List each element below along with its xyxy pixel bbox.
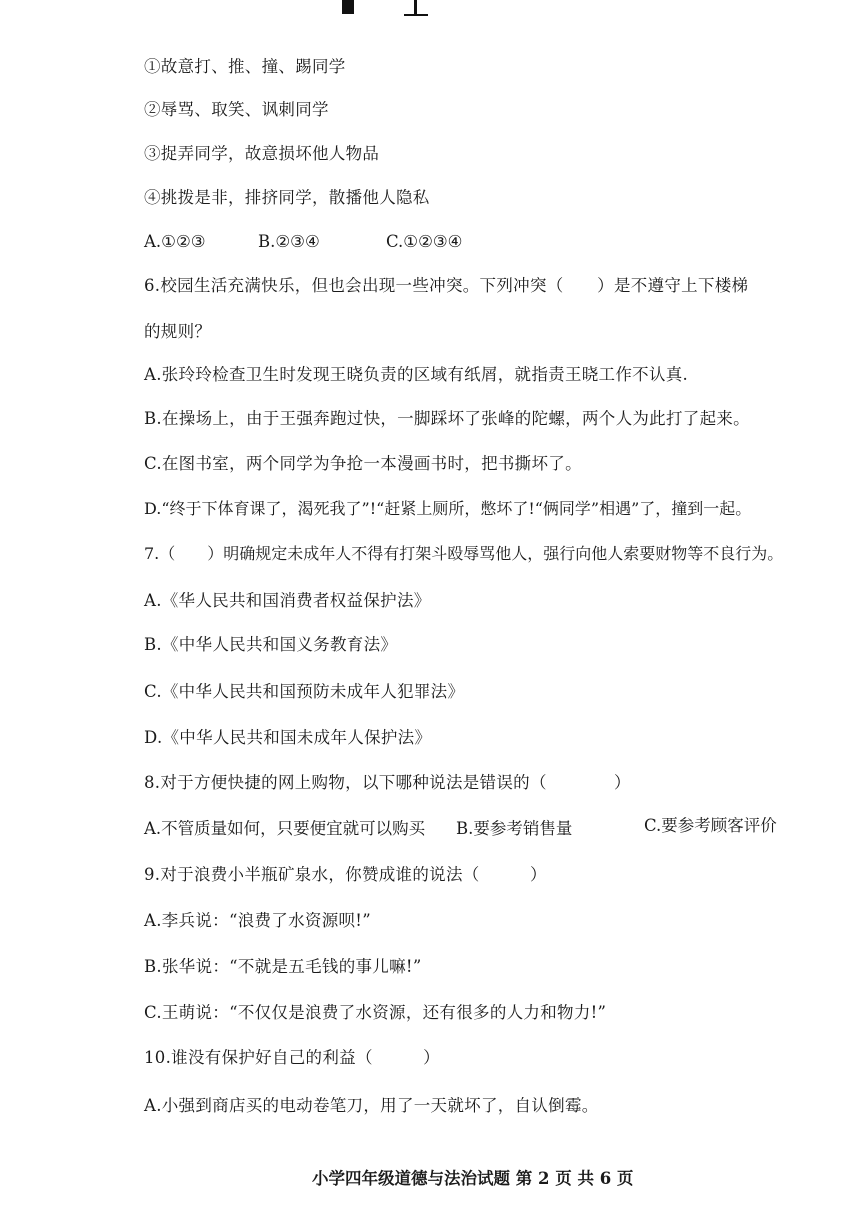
q6-option-b: B.在操场上，由于王强奔跑过快，一脚踩坏了张峰的陀螺，两个人为此打了起来。 xyxy=(144,409,750,428)
q10-option-a: A.小强到商店买的电动卷笔刀，用了一天就坏了，自认倒霉。 xyxy=(144,1096,599,1115)
q6-stem-line2: 的规则？ xyxy=(144,322,212,341)
q5-option-a: A.①②③ xyxy=(144,232,206,251)
q6-option-c: C.在图书室，两个同学为争抢一本漫画书时，把书撕坏了。 xyxy=(144,454,582,473)
q10-stem: 10.谁没有保护好自己的利益（ ） xyxy=(144,1048,440,1067)
q8-stem: 8.对于方便快捷的网上购物，以下哪种说法是错误的（ ） xyxy=(144,773,631,792)
q5-item-1: ①故意打、推、撞、踢同学 xyxy=(144,57,346,76)
q8-option-b: B.要参考销售量 xyxy=(456,819,573,838)
q5-item-3: ③捉弄同学，故意损坏他人物品 xyxy=(144,144,380,163)
q5-item-2: ②辱骂、取笑、讽刺同学 xyxy=(144,100,329,119)
q5-item-4: ④挑拨是非，排挤同学，散播他人隐私 xyxy=(144,188,430,207)
q9-stem: 9.对于浪费小半瓶矿泉水，你赞成谁的说法（ ） xyxy=(144,865,547,884)
binding-mark-bar xyxy=(404,14,428,16)
page-footer: 小学四年级道德与法治试题 第 2 页 共 6 页 xyxy=(312,1169,634,1188)
q9-option-b: B.张华说：“不就是五毛钱的事儿嘛!” xyxy=(144,957,422,976)
q7-option-c: C.《中华人民共和国预防未成年人犯罪法》 xyxy=(144,682,465,701)
q7-option-b: B.《中华人民共和国义务教育法》 xyxy=(144,635,398,654)
q9-option-c: C.王萌说：“不仅仅是浪费了水资源，还有很多的人力和物力!” xyxy=(144,1003,607,1022)
q7-option-d: D.《中华人民共和国未成年人保护法》 xyxy=(144,728,432,747)
q8-option-c: C.要参考顾客评价 xyxy=(644,816,777,835)
q5-option-b: B.②③④ xyxy=(258,232,320,251)
binding-mark-block xyxy=(342,0,354,14)
q5-option-c: C.①②③④ xyxy=(386,232,463,251)
q7-stem: 7.（ ）明确规定未成年人不得有打架斗殴辱骂他人，强行向他人索要财物等不良行为。 xyxy=(144,544,784,563)
q9-option-a: A.李兵说：“浪费了水资源呗!” xyxy=(144,911,371,930)
q6-option-d: D.“终于下体育课了，渴死我了”!“赶紧上厕所，憋坏了!“俩同学”相遇”了，撞到一起。 xyxy=(144,499,752,518)
q8-option-a: A.不管质量如何，只要便宜就可以购买 xyxy=(144,819,426,838)
q7-option-a: A.《华人民共和国消费者权益保护法》 xyxy=(144,591,431,610)
q6-option-a: A.张玲玲检查卫生时发现王晓负责的区域有纸屑，就指责王晓工作不认真. xyxy=(144,365,689,384)
q6-stem-line1: 6.校园生活充满快乐，但也会出现一些冲突。下列冲突（ ）是不遵守上下楼梯 xyxy=(144,276,749,295)
